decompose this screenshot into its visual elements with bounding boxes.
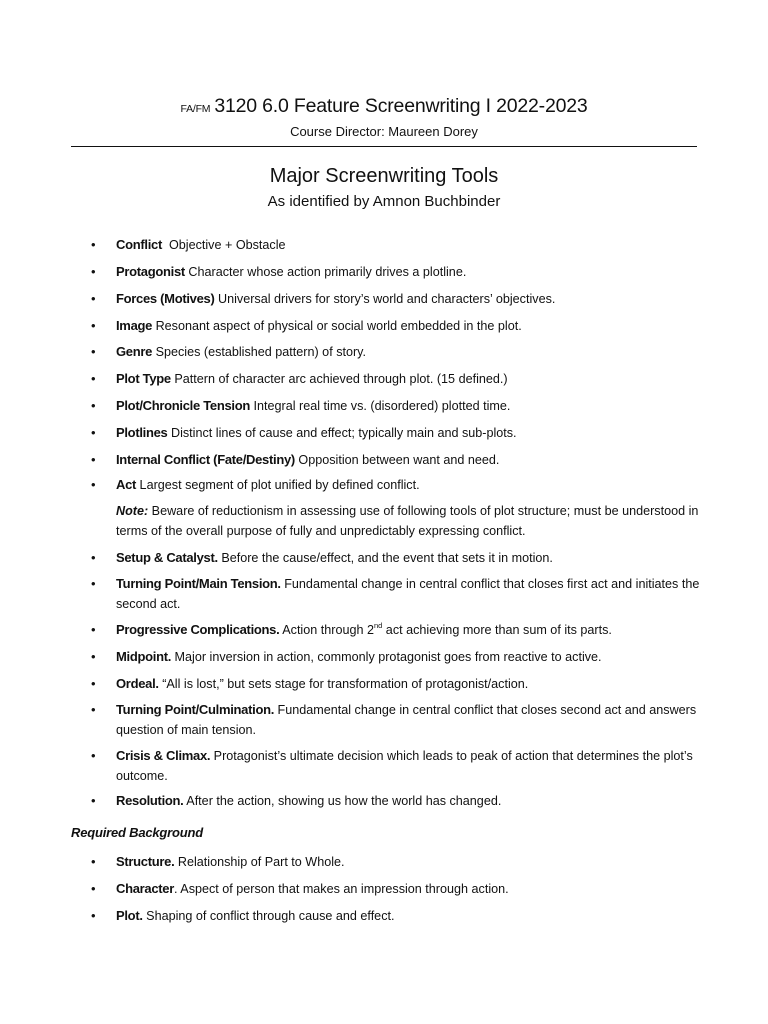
tool-term: Resolution. <box>116 793 184 808</box>
tool-term: Turning Point/Main Tension. <box>116 576 281 591</box>
page-title: Major Screenwriting Tools <box>269 165 499 187</box>
page-subtitle: As identified by Amnon Buchbinder <box>267 193 501 210</box>
tool-term: Turning Point/Culmination. <box>116 702 275 717</box>
tool-definition: Before the cause/effect, and the event that sets it in motion. <box>217 551 553 565</box>
bullet-icon: • <box>91 237 96 252</box>
course-title: 3120 6.0 Feature Screenwriting I 2022-2023 <box>214 95 588 117</box>
bullet-icon: • <box>91 264 96 279</box>
tool-definition: Fundamental change in central conflict that closes second act and answers question of main tension. <box>116 703 697 737</box>
ordinal-suffix: nd <box>373 620 383 630</box>
bullet-icon: • <box>91 649 96 664</box>
required-background-heading: Required Background <box>71 825 203 840</box>
tool-term: Protagonist <box>116 264 185 279</box>
bullet-icon: • <box>91 908 96 923</box>
bullet-icon: • <box>91 398 96 413</box>
tool-definition: Distinct lines of cause and effect; typically main and sub-plots. <box>167 426 517 440</box>
background-definition: . Aspect of person that makes an impression through action. <box>174 882 509 896</box>
tool-definition: Opposition between want and need. <box>294 453 500 467</box>
bullet-icon: • <box>91 854 96 869</box>
course-header <box>0 95 768 118</box>
bullet-icon: • <box>91 371 96 386</box>
bullet-icon: • <box>91 344 96 359</box>
bullet-icon: • <box>91 452 96 467</box>
note-paragraph <box>116 501 706 541</box>
tool-term: Image <box>116 318 153 333</box>
tool-definition-pre: Action through 2 <box>279 623 374 637</box>
bullet-icon: • <box>91 793 96 808</box>
bullet-icon: • <box>91 425 96 440</box>
bullet-icon: • <box>91 291 96 306</box>
tool-term: Setup & Catalyst. <box>116 550 218 565</box>
background-term: Plot. <box>116 908 143 923</box>
tool-definition: Pattern of character arc achieved through plot. (15 defined.) <box>170 372 508 386</box>
note-label: Note: <box>116 504 149 518</box>
tool-definition: Objective + Obstacle <box>161 238 286 252</box>
bullet-icon: • <box>91 622 96 637</box>
tool-term: Plot Type <box>116 371 171 386</box>
bullet-icon: • <box>91 881 96 896</box>
tool-definition: Fundamental change in central conflict that closes first act and initiates the second act. <box>116 577 700 611</box>
tool-definition: Largest segment of plot unified by defined conflict. <box>136 478 420 492</box>
tool-term: Crisis & Climax. <box>116 748 211 763</box>
bullet-icon: • <box>91 477 96 492</box>
tool-definition: act achieving more than sum of its parts. <box>382 623 612 637</box>
tool-definition: Universal drivers for story’s world and characters’ objectives. <box>214 292 556 306</box>
course-director: Course Director: Maureen Dorey <box>290 124 478 139</box>
tool-definition: Species (established pattern) of story. <box>152 345 367 359</box>
tool-definition: Protagonist’s ultimate decision which leads to peak of action that determines the plot’s outcome. <box>116 749 693 783</box>
note-text: Beware of reductionism in assessing use of following tools of plot structure; must be understood in terms of the overall purpose of fully and unpredictably expressing conflict. <box>116 504 699 538</box>
background-definition: Relationship of Part to Whole. <box>174 855 345 869</box>
tool-definition: Integral real time vs. (disordered) plotted time. <box>250 399 511 413</box>
header-divider <box>71 146 697 147</box>
tool-term: Midpoint. <box>116 649 172 664</box>
tool-term: Plot/Chronicle Tension <box>116 398 251 413</box>
bullet-icon: • <box>91 676 96 691</box>
tool-term: Internal Conflict (Fate/Destiny) <box>116 452 295 467</box>
background-definition: Shaping of conflict through cause and effect. <box>142 909 395 923</box>
tool-term: Progressive Complications. <box>116 622 280 637</box>
tool-term: Genre <box>116 344 153 359</box>
background-term: Structure. <box>116 854 175 869</box>
tool-term: Plotlines <box>116 425 168 440</box>
tool-term: Conflict <box>116 237 162 252</box>
bullet-icon: • <box>91 318 96 333</box>
course-prefix: FA/FM <box>180 103 211 115</box>
tool-definition: Character whose action primarily drives a plotline. <box>184 265 467 279</box>
background-term: Character <box>116 881 174 896</box>
tool-definition: “All is lost,” but sets stage for transformation of protagonist/action. <box>158 677 529 691</box>
bullet-icon: • <box>91 576 96 591</box>
tool-term: Act <box>116 477 137 492</box>
tool-definition: After the action, showing us how the world has changed. <box>183 794 502 808</box>
bullet-icon: • <box>91 748 96 763</box>
tool-term: Forces (Motives) <box>116 291 215 306</box>
bullet-icon: • <box>91 550 96 565</box>
bullet-icon: • <box>91 702 96 717</box>
tool-term: Ordeal. <box>116 676 159 691</box>
tool-definition: Major inversion in action, commonly protagonist goes from reactive to active. <box>171 650 602 664</box>
tool-definition: Resonant aspect of physical or social world embedded in the plot. <box>152 319 522 333</box>
